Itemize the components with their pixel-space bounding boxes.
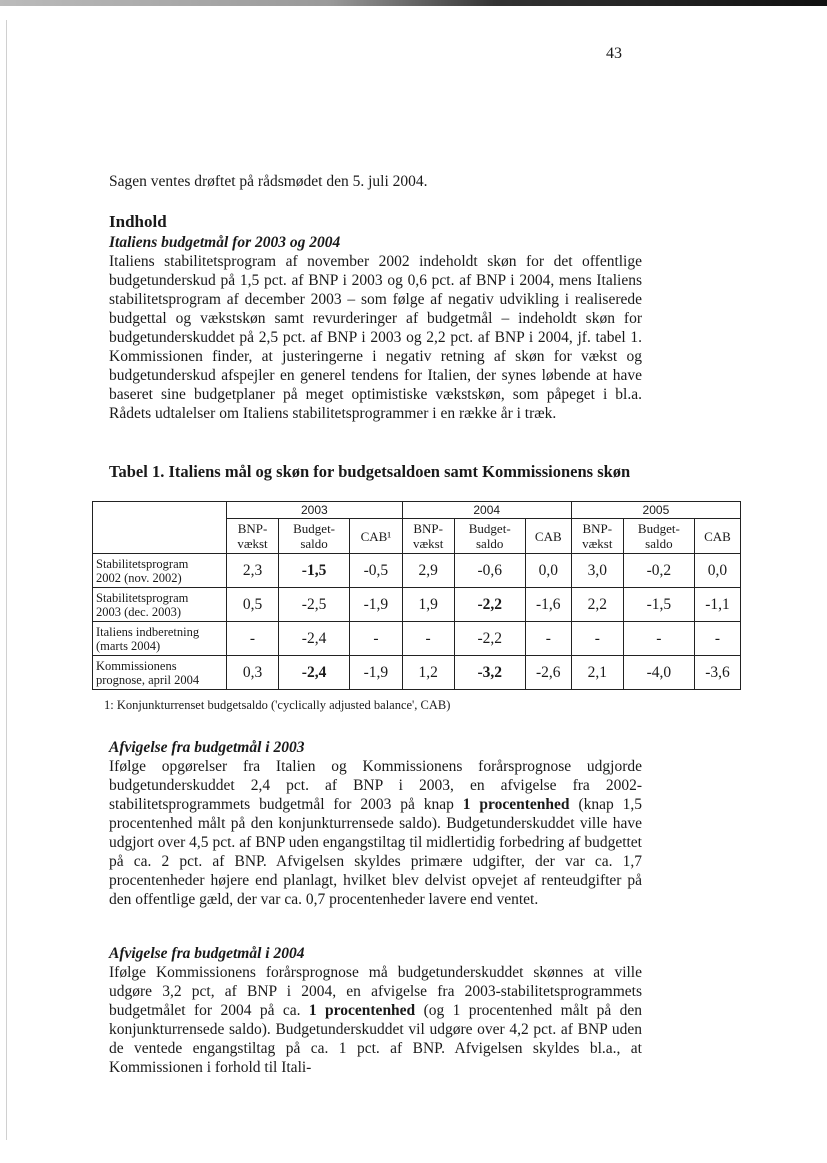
table-cell: - <box>571 622 623 656</box>
row-label: Stabilitetsprogram 2002 (nov. 2002) <box>93 554 227 588</box>
table-corner <box>93 519 227 554</box>
table-cell: 0,0 <box>694 554 740 588</box>
table-row <box>93 588 741 622</box>
table-cell: -0,6 <box>454 554 525 588</box>
section1-title: Italiens budgetmål for 2003 og 2004 <box>109 234 341 251</box>
table-cell: -4,0 <box>623 656 694 690</box>
table-footnote: 1: Konjunkturrenset budgetsaldo ('cyclically adjusted balance', CAB) <box>104 698 451 712</box>
table-year-row <box>93 502 741 519</box>
section-afvigelse-2003 <box>109 738 642 909</box>
scan-edge <box>0 0 827 6</box>
subheader-bnp: BNP- vækst <box>227 519 279 554</box>
budget-table <box>92 501 741 690</box>
table-cell: -2,5 <box>279 588 350 622</box>
table-cell: - <box>525 622 571 656</box>
table-cell: 2,1 <box>571 656 623 690</box>
table-cell: -2,4 <box>279 656 350 690</box>
table-title: Tabel 1. Italiens mål og skøn for budgetsaldoen samt Kommissionens skøn <box>109 462 631 481</box>
subheader-cab: CAB <box>525 519 571 554</box>
row-label: Italiens indberetning (marts 2004) <box>93 622 227 656</box>
section3-text: Ifølge Kommissionens forårsprognose må budgetunderskuddet skønnes at ville udgøre 3,2 pct, af BNP i 2004, en afvigelse fra 2003-stabilitetsprogrammets budgetmålet for 2004 på ca. 1 procentenhed (og 1 procentenhed målt på den konjunkturrensede saldo). Budgetunderskuddet vil udgøre over 4,2 pct. af BNP uden de ventede engangstiltag på ca. 1 pct. af BNP. Afvigelsen skyldes bl.a., at Kommissionen i forhold til Itali- <box>109 964 642 1076</box>
subheader-cab: CAB¹ <box>350 519 402 554</box>
table-cell: -1,9 <box>350 656 402 690</box>
table-cell: 2,3 <box>227 554 279 588</box>
table-cell: - <box>694 622 740 656</box>
table-row <box>93 622 741 656</box>
table-cell: -0,5 <box>350 554 402 588</box>
table-subheader-row <box>93 519 741 554</box>
subheader-bnp: BNP- vækst <box>402 519 454 554</box>
subheader-bnp: BNP- vækst <box>571 519 623 554</box>
section1-text: Italiens stabilitetsprogram af november 2002 indeholdt skøn for det offentlige budgetunderskud på 1,5 pct. af BNP i 2003 og 0,6 pct. af BNP i 2004, mens Italiens stabilitetsprogram af december 2003 – som følge af negativ udvikling i realiserede budgettal og vækstskøn samt revurderinger af budgetmål – indeholdt skøn for budgetunderskuddet på 2,5 pct. af BNP i 2003 og 2,2 pct. af BNP i 2004, jf. tabel 1. Kommissionen finder, at justeringerne i negativ retning af skøn for vækst og budgetunderskud afspejler en generel tendens for Italien, der synes løbende at have baseret sine budgetplaner på meget optimistiske vækstskøn, som påpeget i bl.a. Rådets udtalelser om Italiens stabilitetsprogrammer i en række år i træk. <box>109 253 642 422</box>
section2-text: Ifølge opgørelser fra Italien og Kommissionens forårsprognose udgjorde budgetunderskuddet 2,4 pct. af BNP i 2003, en afvigelse fra 2002-stabilitetsprogrammets budgetmål for 2003 på knap 1 procentenhed (knap 1,5 procentenhed målt på den konjunkturrensede saldo). Budgetunderskuddet ville have udgjort over 4,5 pct. af BNP uden engangstiltag til midlertidig forbedring af budgettet på ca. 2 pct. af BNP. Afvigelsen skyldes primære udgifter, der var ca. 1,7 procentenheder højere end planlagt, hvilket blev delvist opvejet af renteudgifter på den offentlige gæld, der var ca. 0,7 procentenheder lavere end ventet. <box>109 758 642 908</box>
section2-title: Afvigelse fra budgetmål i 2003 <box>109 739 305 756</box>
table-row <box>93 554 741 588</box>
table-cell: -1,6 <box>525 588 571 622</box>
row-label: Stabilitetsprogram 2003 (dec. 2003) <box>93 588 227 622</box>
section-budgetmaal <box>109 233 642 423</box>
table-cell: -1,1 <box>694 588 740 622</box>
subheader-budget: Budget- saldo <box>279 519 350 554</box>
table-corner <box>93 502 227 519</box>
year-header: 2005 <box>571 502 740 519</box>
table-cell: 0,0 <box>525 554 571 588</box>
year-header: 2004 <box>402 502 571 519</box>
table-cell: -2,2 <box>454 622 525 656</box>
table-cell: -0,2 <box>623 554 694 588</box>
table-cell: 1,2 <box>402 656 454 690</box>
row-label: Kommissionens prognose, april 2004 <box>93 656 227 690</box>
table-cell: 2,2 <box>571 588 623 622</box>
table-cell: -1,9 <box>350 588 402 622</box>
table-cell: 0,5 <box>227 588 279 622</box>
section-afvigelse-2004 <box>109 944 642 1077</box>
table-cell: 2,9 <box>402 554 454 588</box>
section3-title: Afvigelse fra budgetmål i 2004 <box>109 945 305 962</box>
table-cell: - <box>402 622 454 656</box>
heading-indhold: Indhold <box>109 212 167 231</box>
table-cell: -2,2 <box>454 588 525 622</box>
subheader-budget: Budget- saldo <box>623 519 694 554</box>
subheader-cab: CAB <box>694 519 740 554</box>
table-cell: -2,6 <box>525 656 571 690</box>
year-header: 2003 <box>227 502 403 519</box>
table-cell: 1,9 <box>402 588 454 622</box>
table-cell: - <box>350 622 402 656</box>
table-cell: 3,0 <box>571 554 623 588</box>
table-cell: -2,4 <box>279 622 350 656</box>
table-cell: -1,5 <box>623 588 694 622</box>
table-cell: - <box>623 622 694 656</box>
intro-text: Sagen ventes drøftet på rådsmødet den 5. juli 2004. <box>109 173 428 190</box>
scan-margin-line <box>6 20 7 1140</box>
table-cell: 0,3 <box>227 656 279 690</box>
table-cell: -3,2 <box>454 656 525 690</box>
subheader-budget: Budget- saldo <box>454 519 525 554</box>
table-row <box>93 656 741 690</box>
table-cell: -1,5 <box>279 554 350 588</box>
table-cell: -3,6 <box>694 656 740 690</box>
page-number: 43 <box>606 45 622 62</box>
table-cell: - <box>227 622 279 656</box>
